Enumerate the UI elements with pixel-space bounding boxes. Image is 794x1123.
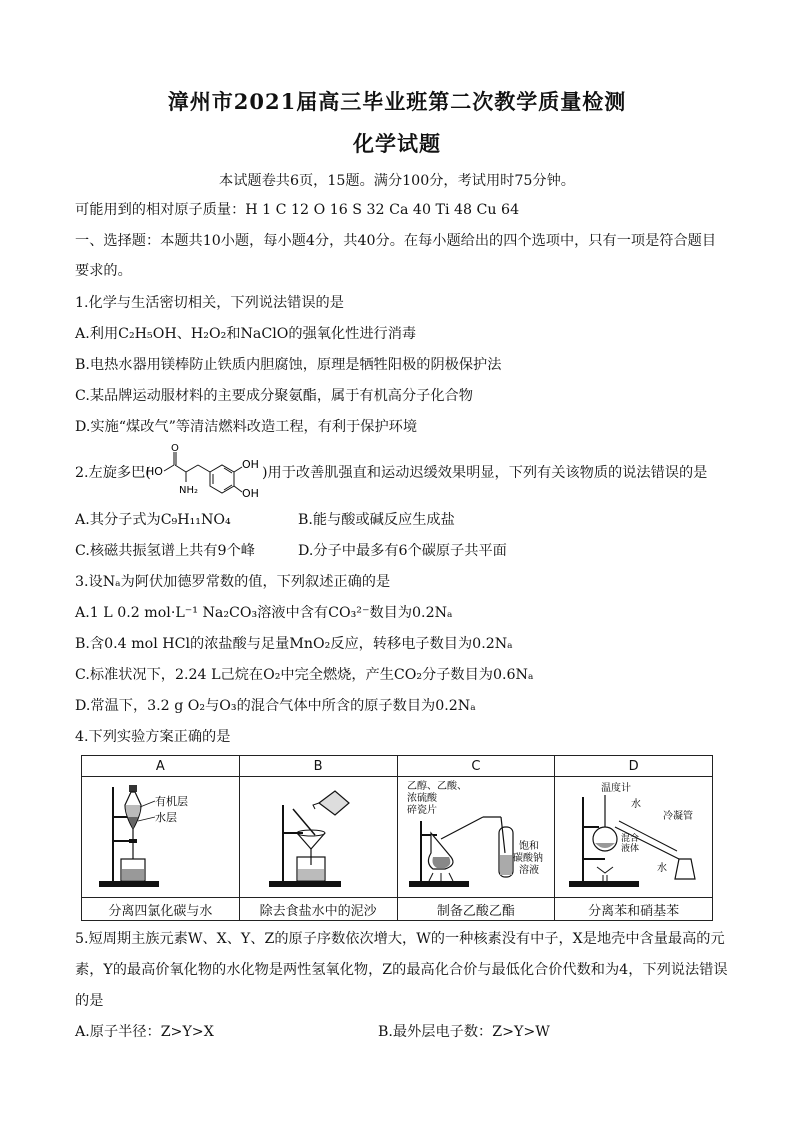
q2-option-b: B.能与酸或碱反应生成盐 [298, 512, 455, 528]
exp-header-c: C [397, 756, 555, 777]
label-solution-1: 饱和 [518, 841, 539, 852]
q3-stem: 3.设Nₐ为阿伏加德罗常数的值，下列叙述正确的是 [75, 574, 391, 590]
exp-header-d: D [555, 756, 713, 777]
q4-stem: 4.下列实验方案正确的是 [75, 729, 231, 745]
mol-o-label: O [171, 443, 179, 454]
exp-header-a: A [82, 756, 240, 777]
label-condenser: 冷凝管 [662, 811, 693, 822]
q1-stem: 1.化学与生活密切相关，下列说法错误的是 [75, 295, 344, 311]
label-organic-layer: 有机层 [155, 795, 189, 808]
label-reagents-2: 浓硫酸 [406, 793, 437, 804]
exp-header-b: B [239, 756, 397, 777]
label-mixture-1: 混合 [620, 834, 639, 844]
exp-caption-b: 除去食盐水中的泥沙 [239, 898, 397, 921]
q2-stem-post: )用于改善肌强直和运动迟缓效果明显，下列有关该物质的说法错误的是 [262, 465, 708, 481]
exp-image-b [239, 777, 397, 898]
exam-note: 本试题卷共6页，15题。满分100分，考试用时75分钟。 [219, 173, 575, 189]
q2-option-d: D.分子中最多有6个碳原子共平面 [298, 543, 507, 559]
label-solution-2: 碳酸钠 [512, 853, 543, 864]
exp-image-a [82, 777, 240, 898]
q1-option-d: D.实施“煤改气”等清洁燃料改造工程，有利于保护环境 [75, 419, 418, 435]
label-water-in: 水 [630, 799, 641, 810]
q2-stem-pre: 2.左旋多巴( [75, 465, 151, 481]
label-water-out: 水 [656, 863, 667, 874]
q1-option-b: B.电热水器用镁棒防止铁质内胆腐蚀，原理是牺牲阳极的阴极保护法 [75, 357, 502, 373]
q5-stem-line-3: 的是 [75, 993, 104, 1009]
q1-option-a: A.利用C₂H₅OH、H₂O₂和NaClO的强氧化性进行消毒 [75, 326, 417, 342]
label-mixture-2: 液体 [620, 844, 639, 854]
q5-option-b: B.最外层电子数：Z>Y>W [378, 1024, 550, 1040]
q3-option-a: A.1 L 0.2 mol·L⁻¹ Na₂CO₃溶液中含有CO₃²⁻数目为0.2Nₐ [75, 605, 453, 621]
exam-subject: 化学试题 [353, 131, 441, 156]
section-heading-1: 一、选择题：本题共10小题，每小题4分，共40分。在每小题给出的四个选项中，只有一项是符合题目 [75, 233, 717, 249]
ester-preparation-illustration [401, 777, 551, 893]
label-thermometer: 温度计 [600, 783, 631, 794]
mol-oh-label-1: OH [242, 458, 259, 471]
experiment-table [81, 755, 713, 921]
exam-title: 漳州市2021届高三毕业班第二次教学质量检测 [167, 89, 627, 114]
separatory-funnel-illustration [85, 777, 235, 893]
label-water-layer: 水层 [155, 811, 178, 824]
q2-option-a: A.其分子式为C₉H₁₁NO₄ [75, 512, 231, 528]
q1-option-c: C.某品牌运动服材料的主要成分聚氨酯，属于有机高分子化合物 [75, 388, 473, 404]
mol-oh-label-2: OH [242, 487, 259, 500]
q2-option-c: C.核磁共振氢谱上共有9个峰 [75, 543, 255, 559]
q5-stem-line-1: 5.短周期主族元素W、X、Y、Z的原子序数依次增大，W的一种核素没有中子，X是地壳中含量最高的元 [75, 931, 725, 947]
mol-ho-label: HO [146, 465, 163, 478]
filtration-illustration [253, 777, 383, 893]
exp-image-c [397, 777, 555, 898]
label-reagents-1: 乙醇、乙酸、 [406, 781, 467, 792]
exp-image-d [555, 777, 713, 898]
label-solution-3: 溶液 [518, 865, 539, 876]
exp-caption-a: 分离四氯化碳与水 [82, 898, 240, 921]
label-reagents-3: 碎瓷片 [406, 805, 437, 816]
mol-nh2-label: NH₂ [179, 485, 199, 496]
atomic-masses: 可能用到的相对原子质量：H 1 C 12 O 16 S 32 Ca 40 Ti 48 Cu 64 [75, 202, 520, 218]
levodopa-structure [146, 442, 264, 500]
section-heading-2: 要求的。 [75, 263, 132, 279]
q5-option-a: A.原子半径：Z>Y>X [75, 1024, 214, 1040]
q3-option-c: C.标准状况下，2.24 L己烷在O₂中完全燃烧，产生CO₂分子数目为0.6Nₐ [75, 667, 534, 683]
q3-option-d: D.常温下，3.2 g O₂与O₃的混合气体中所含的原子数目为0.2Nₐ [75, 698, 476, 714]
q5-stem-line-2: 素，Y的最高价氧化物的水化物是两性氢氧化物，Z的最高化合价与最低化合价代数和为4，下列说法错误 [75, 962, 728, 978]
exp-caption-c: 制备乙酸乙酯 [397, 898, 555, 921]
distillation-illustration [559, 777, 709, 893]
exp-caption-d: 分离苯和硝基苯 [555, 898, 713, 921]
q3-option-b: B.含0.4 mol HCl的浓盐酸与足量MnO₂反应，转移电子数目为0.2Nₐ [75, 636, 513, 652]
